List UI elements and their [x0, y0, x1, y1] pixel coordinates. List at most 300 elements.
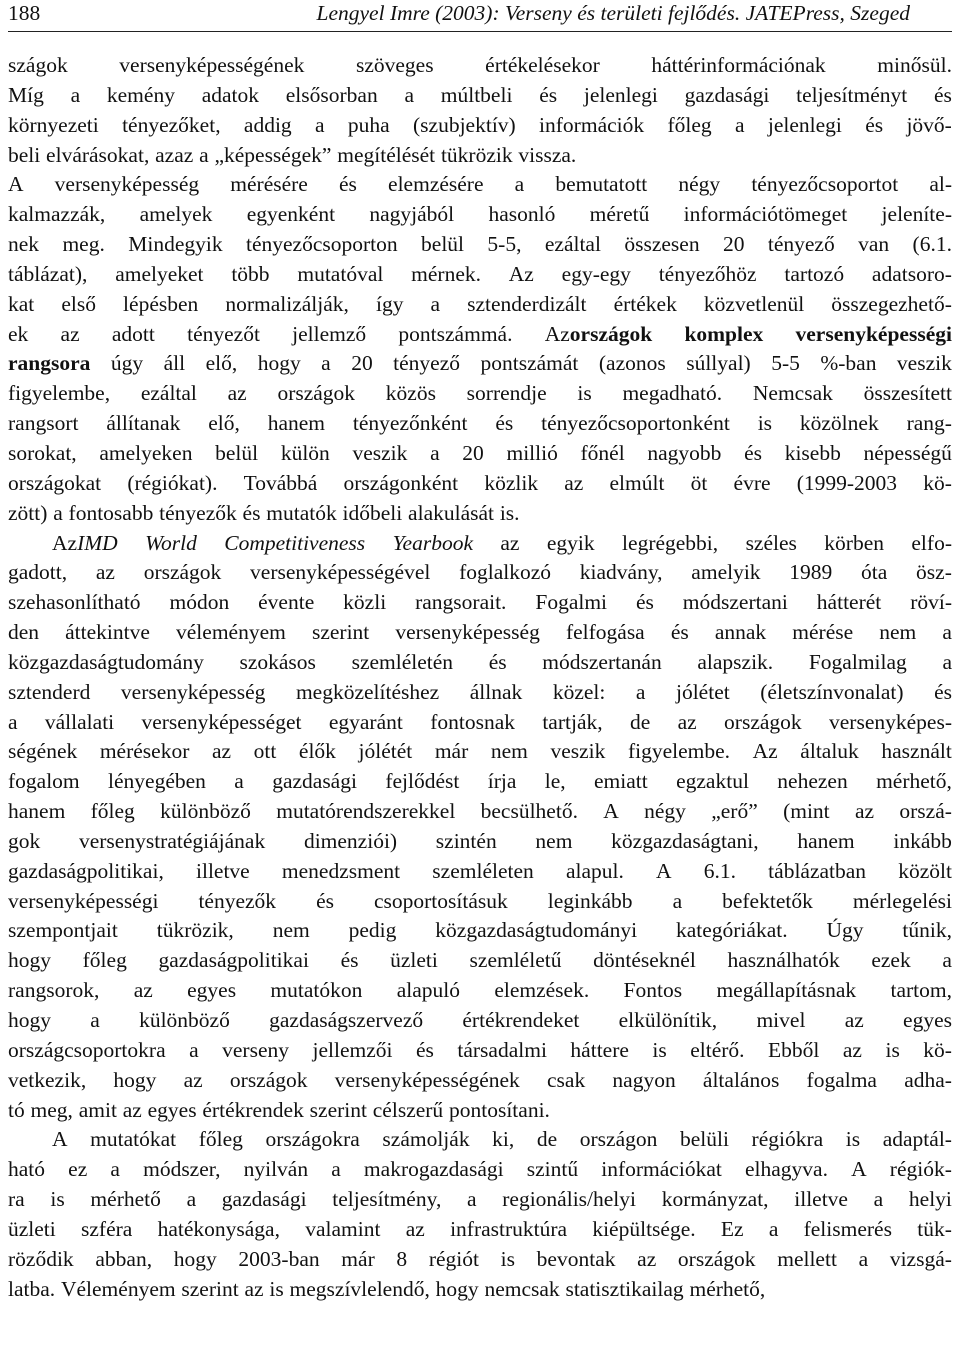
word: felismerés	[803, 1216, 892, 1241]
word: közli	[343, 590, 387, 615]
word: 8	[396, 1246, 408, 1271]
word: szintű	[526, 1157, 579, 1182]
word: a	[768, 1216, 779, 1241]
word: elő,	[205, 351, 238, 376]
word: az	[564, 470, 584, 495]
word: nagyjából	[369, 202, 455, 227]
word: addig	[243, 112, 292, 137]
running-title: Lengyel Imre (2003): Verseny és területi fejlődés. JATEPress, Szeged	[316, 1, 910, 25]
word: elsősorban	[285, 82, 378, 107]
word: módszer,	[143, 1157, 221, 1182]
word: latba.	[8, 1276, 56, 1301]
word: teljesítmény,	[332, 1187, 442, 1212]
word: csak	[547, 1067, 586, 1092]
word: tükrözik,	[156, 918, 234, 943]
word: 20	[722, 232, 745, 257]
word: al-	[929, 172, 952, 197]
word: az	[500, 530, 520, 555]
word: szehasonlítható	[8, 590, 141, 615]
word: a	[189, 1037, 199, 1062]
text-line	[8, 827, 952, 857]
word: AzIMD	[52, 530, 118, 555]
word: szerint	[311, 620, 370, 645]
text-line	[8, 320, 952, 350]
word: infrastruktúra	[450, 1216, 568, 1241]
word: és	[635, 590, 654, 615]
word: gazdasági	[272, 769, 357, 794]
word: háttérinformációnak	[651, 53, 826, 77]
word: nagyon	[612, 1067, 676, 1092]
word: írja	[487, 769, 517, 794]
word: komplex	[684, 321, 764, 346]
word: Az	[752, 739, 778, 764]
word: vállalati	[44, 709, 115, 734]
word: kormányzat,	[661, 1187, 769, 1212]
word: ek	[8, 321, 29, 346]
word: „erő”	[711, 799, 758, 824]
word: táblázatban	[768, 858, 867, 883]
word: le,	[544, 769, 566, 794]
page-number: 188	[8, 1, 41, 25]
body-text	[8, 51, 952, 1304]
word: üzleti	[390, 948, 438, 973]
word: mutatók	[266, 500, 337, 525]
text-line	[8, 469, 952, 499]
word: állnak	[469, 679, 523, 704]
word: és	[670, 620, 689, 645]
word: szemléleten	[432, 858, 534, 883]
word: az	[60, 321, 80, 346]
word: a	[234, 769, 244, 794]
word: abban,	[95, 1246, 153, 1271]
word: régiókra	[751, 1127, 824, 1152]
word: módszertani	[682, 590, 788, 615]
word: illetve	[794, 1187, 848, 1212]
word: információtömeget	[683, 202, 848, 227]
word: fejlődést	[385, 769, 460, 794]
word: értékek	[613, 291, 677, 316]
word: gok	[8, 828, 41, 853]
word: Továbbá	[243, 470, 318, 495]
word: megszívlelendő,	[289, 1276, 430, 1301]
word: regionális/helyi	[502, 1187, 636, 1212]
word: egyenként	[246, 202, 336, 227]
word: a	[734, 112, 745, 137]
word: megközelítéshez	[295, 679, 440, 704]
word: különböző	[139, 1008, 230, 1032]
word: Yearbook	[392, 530, 473, 555]
word: már	[434, 739, 469, 764]
word: hasonló	[488, 202, 556, 227]
word: közgazdaságtudományi	[435, 918, 638, 943]
word: amelyik	[691, 560, 761, 585]
word: adha-	[904, 1067, 952, 1092]
word: elemzésére	[388, 172, 484, 197]
word: becsülhető.	[480, 799, 578, 824]
text-line	[8, 857, 952, 887]
word: és	[242, 500, 261, 525]
word: 20	[351, 351, 373, 376]
word: (régiókat).	[127, 470, 218, 495]
word: általános	[702, 1067, 780, 1092]
word: röződik	[8, 1246, 74, 1271]
word: szágok	[8, 53, 68, 77]
word: kategóriákat.	[675, 918, 788, 943]
text-line	[8, 1155, 952, 1185]
word: beli	[8, 142, 41, 167]
text-line	[8, 558, 952, 588]
word: múltbeli	[440, 82, 513, 107]
word: négy	[644, 799, 686, 824]
word: egyik	[546, 530, 595, 555]
word: van	[858, 232, 890, 257]
word: egyes	[187, 978, 237, 1003]
word: is	[50, 1187, 65, 1212]
word: négy	[678, 172, 721, 197]
word: belül	[215, 440, 259, 465]
word: egzaktul	[676, 769, 749, 794]
word: is	[757, 411, 773, 436]
word: méretű	[589, 202, 650, 227]
word: a	[672, 888, 683, 913]
word: normalizálják,	[225, 291, 349, 316]
word: Fogalmilag	[808, 649, 907, 674]
word: tényezőcsoporton	[245, 232, 398, 257]
word: egy-egy	[561, 261, 631, 286]
word: jelenlegi	[583, 82, 658, 107]
word: évre	[733, 470, 771, 495]
word: belüli	[679, 1127, 729, 1152]
word: tényezők	[198, 888, 277, 913]
word: fogalom	[8, 769, 80, 794]
word: nem	[272, 918, 310, 943]
word: közös	[385, 381, 436, 406]
word: tűnik,	[902, 918, 952, 943]
word: A	[603, 799, 619, 824]
word: bevontak	[536, 1246, 616, 1271]
word: különböző	[160, 799, 251, 824]
word: évente	[258, 590, 315, 615]
word: %-ban	[820, 351, 877, 376]
word: szerint	[181, 1276, 239, 1301]
word: minősül.	[877, 53, 952, 77]
word: elmúlt	[609, 470, 665, 495]
word: amelyeket	[115, 261, 204, 286]
word: Ez	[720, 1216, 744, 1241]
word: véleményem	[176, 620, 286, 645]
word: 6.1.	[703, 858, 736, 883]
word: versenyképes-	[829, 709, 952, 734]
text-line	[8, 588, 952, 618]
word: kat	[8, 291, 35, 316]
word: az	[122, 1097, 142, 1122]
word: rangsort	[8, 411, 79, 436]
word: hogy	[435, 1276, 479, 1301]
word: nem	[879, 620, 917, 645]
word: rangsora	[8, 351, 91, 376]
word: pontszámmá.	[398, 321, 513, 346]
word: döntéseknél	[593, 948, 696, 973]
text-line	[8, 379, 952, 409]
word: így	[375, 291, 404, 316]
word: hogy	[113, 1067, 157, 1092]
text-line	[8, 170, 952, 200]
word: népességű	[863, 440, 952, 465]
word: óta	[861, 560, 888, 585]
word: országon	[579, 1127, 658, 1152]
word: rang-	[906, 411, 952, 436]
word: Véleményem	[60, 1276, 176, 1301]
text-line	[8, 230, 952, 260]
word: jelenlegi	[767, 112, 842, 137]
word: fontosnak	[430, 709, 515, 734]
word: (életszínvonalat)	[760, 679, 904, 704]
word: az	[844, 1008, 864, 1032]
word: nyilván	[243, 1157, 309, 1182]
word: kalmazzák,	[8, 202, 106, 227]
word: gazdaságpolitikai	[158, 948, 309, 973]
word: rangsorok,	[8, 978, 100, 1003]
word: fontosabb	[68, 500, 154, 525]
word: országok	[143, 560, 222, 585]
word: ra	[8, 1187, 25, 1212]
word: pedig	[348, 918, 397, 943]
text-line	[8, 887, 952, 917]
word: összesített	[863, 381, 952, 406]
word: inkább	[893, 828, 952, 853]
word: (1999-2003	[796, 470, 898, 495]
word: sztenderdizált	[467, 291, 587, 316]
word: elkülönítik,	[618, 1008, 718, 1032]
word: befektetők	[722, 888, 813, 913]
word: is	[845, 1127, 861, 1152]
text-line	[8, 529, 952, 559]
word: Ebből	[768, 1037, 820, 1062]
word: tényezőcsoportonként	[541, 411, 730, 436]
word: Mindegyik	[128, 232, 223, 257]
word: veszik	[550, 739, 606, 764]
word: versenystratégiájának	[78, 828, 266, 853]
word: annak	[714, 620, 767, 645]
word: den	[8, 620, 40, 645]
word: ott	[253, 739, 277, 764]
word: tartják,	[542, 709, 603, 734]
word: ezáltal	[544, 232, 601, 257]
word: mérhető	[90, 1187, 161, 1212]
text-line	[8, 1096, 952, 1126]
word: mérnek.	[411, 261, 481, 286]
word: szöveges	[355, 53, 434, 77]
word: a	[635, 679, 646, 704]
word: az	[227, 381, 247, 406]
word: tartozó	[784, 261, 845, 286]
word: adatsoro-	[871, 261, 952, 286]
word: nemcsak	[484, 1276, 560, 1301]
word: (szubjektív)	[413, 112, 516, 137]
word: széles	[745, 530, 797, 555]
word: (6.1.	[912, 232, 952, 257]
text-line	[8, 1185, 952, 1215]
word: amit	[78, 1097, 117, 1122]
word: 5-5	[771, 351, 800, 376]
word: ezáltal	[140, 381, 197, 406]
word: Az	[508, 261, 534, 286]
word: közlik	[484, 470, 539, 495]
word: mérésére	[230, 172, 308, 197]
word: fogalma	[806, 1067, 877, 1092]
word: tényezőket,	[122, 112, 221, 137]
word: szerint	[309, 1097, 367, 1122]
word: hanem	[797, 828, 855, 853]
word: a	[858, 1246, 869, 1271]
word: a	[186, 1187, 197, 1212]
word: általuk	[800, 739, 859, 764]
word: a	[90, 1008, 100, 1032]
word: mivel	[756, 1008, 806, 1032]
text-line	[8, 1006, 952, 1036]
word: háttere	[570, 1037, 629, 1062]
word: A	[52, 1127, 68, 1152]
word: módszertanán	[542, 649, 662, 674]
word: országonként	[343, 470, 459, 495]
word: 20	[462, 440, 484, 465]
text-line	[8, 1275, 952, 1305]
word: kemény	[106, 82, 175, 107]
word: célszerű	[372, 1097, 444, 1122]
word: ségének	[8, 739, 78, 764]
word: vissza.	[518, 142, 577, 167]
word: kö-	[923, 1037, 952, 1062]
word: jeleníte-	[881, 202, 952, 227]
word: áttekintve	[65, 620, 150, 645]
word: versenyképességet	[141, 709, 302, 734]
word: Fogalmi	[535, 590, 608, 615]
word: és	[340, 948, 359, 973]
word: alapszik.	[697, 649, 774, 674]
text-line	[8, 797, 952, 827]
word: a	[331, 1157, 341, 1182]
word: szokásos	[239, 649, 316, 674]
word: elő,	[208, 411, 240, 436]
word: (azonos	[598, 351, 666, 376]
word: mérésekor	[99, 739, 190, 764]
word: jellemző	[292, 321, 367, 346]
word: tó	[8, 1097, 25, 1122]
text-line	[8, 409, 952, 439]
word: és	[338, 172, 357, 197]
word: nagyobb	[647, 440, 722, 465]
text-line	[8, 708, 952, 738]
word: adatok	[201, 82, 260, 107]
word: figyelembe.	[627, 739, 731, 764]
text-line	[8, 1245, 952, 1275]
word: a	[8, 709, 18, 734]
word: országok	[229, 1067, 308, 1092]
word: emiatt	[594, 769, 648, 794]
word: veszik	[352, 440, 408, 465]
word: országokat	[8, 470, 102, 495]
word: és	[934, 679, 952, 704]
word: gazdaságpolitikai,	[8, 858, 164, 883]
word: nem	[535, 828, 573, 853]
word: adott	[111, 321, 155, 346]
word: szempontjait	[8, 918, 118, 943]
word: országok	[724, 709, 802, 734]
word: verseny	[222, 1037, 289, 1062]
word: az	[95, 560, 115, 585]
word: és	[316, 888, 334, 913]
word: Azországok	[544, 321, 653, 346]
word: illetve	[196, 858, 250, 883]
text-line	[8, 916, 952, 946]
word: és	[415, 1037, 434, 1062]
word: értékrendeket	[462, 1008, 580, 1032]
word: hátterét	[816, 590, 882, 615]
word: is	[885, 1037, 900, 1062]
word: megadható.	[622, 381, 723, 406]
word: a	[70, 82, 81, 107]
word: közölnek	[799, 411, 879, 436]
word: versenyképesség	[54, 172, 200, 197]
word: gazdaságszervező	[269, 1008, 424, 1032]
word: alakulását	[408, 500, 495, 525]
paragraph	[8, 529, 952, 1126]
word: állítanak	[106, 411, 181, 436]
word: valamint	[305, 1216, 381, 1241]
word: és	[488, 649, 507, 674]
word: országokra	[265, 1127, 360, 1152]
word: az	[842, 1037, 862, 1062]
word: főleg	[90, 799, 135, 824]
word: is.	[499, 500, 520, 525]
word: tükrözik	[440, 142, 513, 167]
word: ösz-	[916, 560, 952, 585]
word: orszá-	[899, 799, 952, 824]
word: sorokat,	[8, 440, 77, 465]
word: A	[656, 858, 672, 883]
word: megállapításnak	[716, 978, 857, 1003]
word: kiadvány,	[579, 560, 663, 585]
word: körben	[824, 530, 884, 555]
word: 5-5,	[487, 232, 522, 257]
word: leginkább	[547, 888, 633, 913]
word: mutatókon	[270, 978, 363, 1003]
word: hogy	[8, 948, 51, 973]
word: meg.	[62, 232, 105, 257]
word: főleg	[82, 948, 127, 973]
word: mellett	[777, 1246, 837, 1271]
word: társadalmi	[457, 1037, 547, 1062]
word: külön	[280, 440, 330, 465]
word: jellemzői	[312, 1037, 393, 1062]
word: versenyképességi	[8, 888, 159, 913]
word: módon	[169, 590, 230, 615]
word: Úgy	[826, 918, 864, 943]
word: is	[577, 381, 592, 406]
word: kö-	[923, 470, 952, 495]
word: a	[53, 500, 63, 525]
word: tényező	[767, 232, 835, 257]
word: ható	[8, 1157, 46, 1182]
word: A	[851, 1157, 867, 1182]
word: lényegében	[108, 769, 206, 794]
word: meg,	[30, 1097, 73, 1122]
running-header	[8, 0, 952, 26]
word: Míg	[8, 82, 44, 107]
text-line	[8, 81, 952, 111]
text-line	[8, 260, 952, 290]
text-line	[8, 200, 952, 230]
